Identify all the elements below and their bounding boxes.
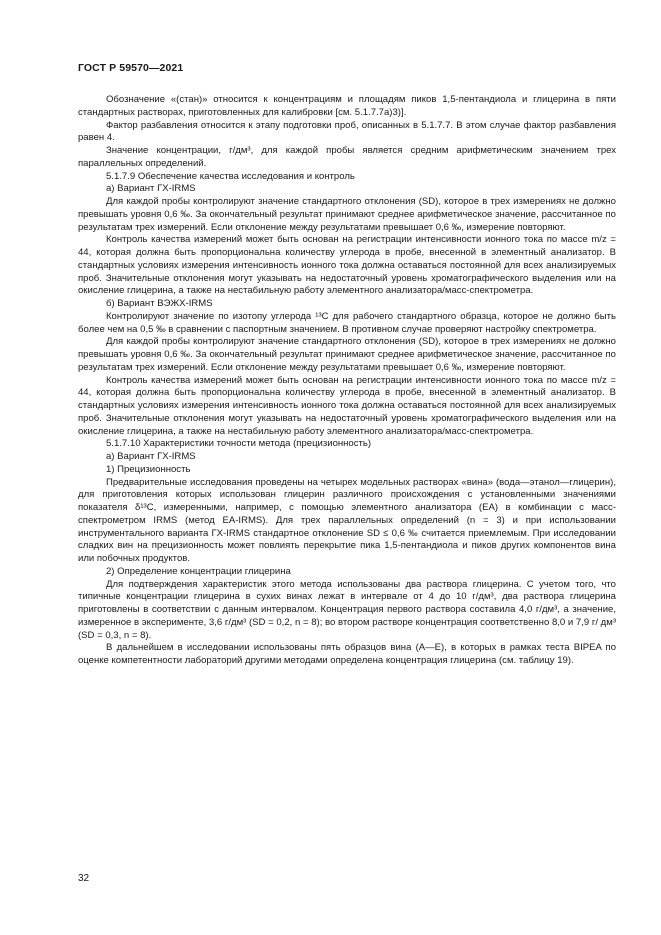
paragraph: Обозначение «(стан)» относится к концентрациям и площадям пиков 1,5-пентандиола и глицерина в пяти стандартных растворах, приготовленных для калибровки [см. 5.1.7.7а)3)].	[78, 94, 616, 118]
paragraph: Контролируют значение по изотопу углерода ¹³C для рабочего стандартного образца, которое не должно быть более чем на 0,5 ‰ в сравнении с паспортным значением. В противном случае проверяют настройку спектрометра.	[78, 310, 616, 335]
paragraph: Для каждой пробы контролируют значение стандартного отклонения (SD), которое в трех измерениях не должно превышать уровня 0,6 ‰. За окончательный результат принимают среднее арифметическое значение, рассчитанное по результатам трех измерений. Если отклонение между результатами превышает 0,6 ‰, измерение повторяют.	[78, 196, 616, 233]
paragraph: Фактор разбавления относится к этапу подготовки проб, описанных в 5.1.7.7. В этом случае фактор разбавления равен 4.	[78, 119, 616, 144]
document-header: ГОСТ Р 59570—2021	[78, 62, 184, 74]
paragraph: Контроль качества измерений может быть основан на регистрации интенсивности ионного тока по массе m/z = 44, которая должна быть пропорциональна количеству углерода в пробе, внесенной в элементный анализатор. В стандартных условиях измерения интенсивность ионного тока должна оставаться постоянной для всех анализируемых проб. Значительные отклонения могут указывать на недостаточный уровень хроматографического выделения или на окисление глицерина, а также на нестабильную работу элементного анализатора/масс-спектрометра.	[78, 374, 616, 437]
paragraph: Для подтверждения характеристик этого метода использованы два раствора глицерина. С учетом того, что типичные концентрации глицерина в сухих винах лежат в интервале от 4 до 10 г/дм³, два раствора глицерина приготовлены в соответствии с данным интервалом. Концентрация первого раствора составила 4,0 г/дм³, а значение, измеренное в эксперименте, 3,6 г/дм³ (SD = 0,2, n = 8); во втором растворе концентрация соответственно 8,0 и 7,9 г/ дм³ (SD = 0,3, n = 8).	[78, 578, 616, 641]
section-heading: 5.1.7.9 Обеспечение качества исследования и контроль	[106, 170, 355, 182]
paragraph: В дальнейшем в исследовании использованы пять образцов вина (А—Е), в которых в рамках теста BIPEA по оценке компетентности лабораторий другими методами определена концентрация глицерина (см. таблицу 19).	[78, 642, 616, 666]
paragraph: Контроль качества измерений может быть основан на регистрации интенсивности ионного тока по массе m/z = 44, которая должна быть пропорциональна количеству углерода в пробе, внесенной в элементный анализатор. В стандартных условиях измерения интенсивность ионного тока должна оставаться постоянной для всех анализируемых проб. Значительные отклонения могут указывать на недостаточный уровень хроматографического выделения или на окисление глицерина, а также на нестабильную работу элементного анализатора/масс-спектрометра.	[78, 234, 616, 297]
subsection-heading: 2) Определение концентрации глицерина	[106, 565, 291, 577]
paragraph: Значение концентрации, г/дм³, для каждой пробы является средним арифметическим значением трех параллельных определений.	[78, 145, 616, 169]
subsection-heading: а) Вариант ГХ-IRMS	[106, 451, 196, 462]
section-heading: 5.1.7.10 Характеристики точности метода (прецизионность)	[106, 438, 372, 450]
subsection-heading: 1) Прецизионность	[106, 463, 191, 475]
page-number: 32	[78, 873, 90, 884]
document-body	[78, 94, 616, 668]
subsection-heading: б) Вариант ВЭЖХ-IRMS	[106, 298, 213, 309]
paragraph: Для каждой пробы контролируют значение стандартного отклонения (SD), которое в трех измерениях не должно превышать уровня 0,6 ‰. За окончательный результат принимают среднее арифметическое значение, рассчитанное по результатам трех измерений. Если отклонение между результатами превышает 0,6 ‰, измерение повторяют.	[78, 336, 616, 373]
subsection-heading: а) Вариант ГХ-IRMS	[106, 183, 196, 195]
paragraph: Предварительные исследования проведены на четырех модельных растворах «вина» (вода—этанол—глицерин), для приготовления которых использован глицерин различного происхождения с установленными значениями показателя δ¹³C, измеренными, например, с помощью элементного анализатора (EA) в комбинации с масс-спектрометром IRMS (метод EA-IRMS). Для трех параллельных определений (n = 3) и при использовании инструментального варианта ГХ-IRMS стандартное отклонение SD ≤ 0,6 ‰ считается приемлемым. При исследовании сладких вин на прецизионность может повлиять перекрытие пика 1,5-пентандиола и пиков других компонентов вина или побочных продуктов.	[78, 476, 616, 564]
